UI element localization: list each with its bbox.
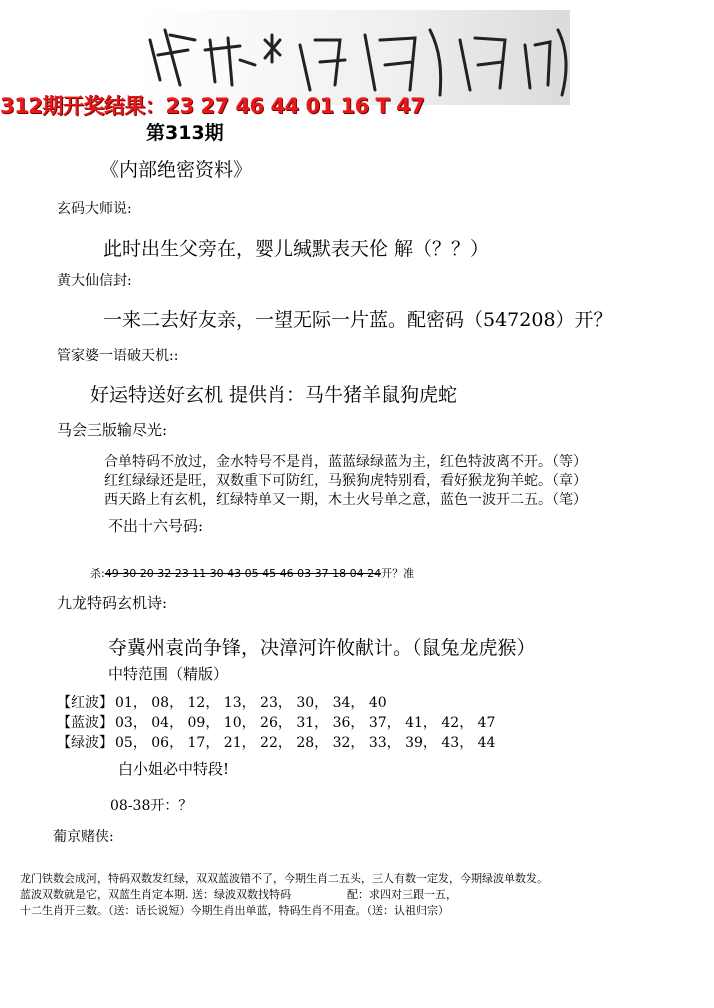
macau-line: 合单特码不放过，金水特号不是肖，蓝蓝绿绿蓝为主，红色特波离不开。（等） — [104, 454, 587, 470]
immortal-label: 黄大仙信封: — [57, 273, 132, 289]
previous-draw-result: 312期开奖结果：23 27 46 44 01 16 T 47 — [0, 94, 425, 118]
macau-label: 马会三版输尽光: — [57, 421, 168, 439]
housekeeper-text: 好运特送好玄机 提供肖：马牛猪羊鼠狗虎蛇 — [90, 384, 458, 406]
range-label: 中特范围（精版） — [108, 665, 229, 683]
immortal-text: 一来二去好友亲，一望无际一片蓝。配密码（547208）开？ — [103, 309, 613, 331]
white-lady-text: 白小姐必中特段! — [118, 760, 230, 778]
not-sixteen-label: 不出十六号码: — [108, 517, 204, 535]
macau-line: 红红绿绿还是旺，双数重下可防红，马猴狗虎特别看，看好猴龙狗羊蛇。（章） — [104, 473, 587, 489]
nine-dragon-text: 夺冀州袁尚争锋，决漳河许攸献计。（鼠兔龙虎猴） — [108, 637, 536, 659]
red-wave-row — [57, 692, 387, 712]
blue-wave-row — [57, 712, 495, 732]
range-open-text: 08-38开：？ — [110, 798, 193, 814]
footer-line-2a: 蓝波双数就是它，双蓝生肖定本期. 送：绿波双数找特码 — [20, 888, 291, 901]
macao-gambler-label: 葡京赌侠: — [53, 829, 114, 845]
issue-number: 第313期 — [146, 122, 224, 144]
wave-numbers: 03， 04， 09， 10， 26， 31， 36， 37， 41， 42， 47 — [115, 715, 496, 731]
footer-line-2b: 配：求四对三跟一五， — [347, 888, 457, 901]
kill-numbers: 49 30 20 32 23 11 30 43 05 45 46 03 37 18 04 24 — [104, 567, 382, 580]
wave-tag: 【绿波】 — [57, 735, 113, 751]
footer-line-2 — [20, 887, 457, 903]
nine-dragon-label: 九龙特码玄机诗: — [57, 594, 168, 612]
kill-suffix: 开？准 — [381, 567, 415, 580]
macau-line: 西天路上有玄机，红绿特单又一期，木土火号单之意，蓝色一波开二五。（笔） — [104, 492, 587, 508]
wave-numbers: 01， 08， 12， 13， 23， 30， 34， 40 — [115, 695, 387, 711]
footer-line-3: 十二生肖开三数。（送：话长说短）今期生肖出单蓝，特码生肖不用查。（送：认祖归宗） — [20, 904, 449, 917]
secret-title: 《内部绝密资料》 — [100, 159, 253, 181]
housekeeper-label: 管家婆一语破天机:: — [57, 348, 179, 364]
wave-tag: 【红波】 — [57, 695, 113, 711]
master-label: 玄码大师说: — [57, 201, 132, 217]
kill-prefix: 杀: — [90, 567, 105, 580]
green-wave-row — [57, 732, 495, 752]
master-text: 此时出生父旁在，婴儿缄默表天伦 解（？？） — [103, 238, 490, 260]
kill-numbers-row — [90, 562, 414, 581]
wave-tag: 【蓝波】 — [57, 715, 113, 731]
wave-numbers: 05， 06， 17， 21， 22， 28， 32， 33， 39， 43， 44 — [115, 735, 496, 751]
footer-line-1: 龙门铁数会成河，特码双数发红绿，双双蓝波错不了，今期生肖二五头，三人有数一定发，今期绿波单数发。 — [20, 872, 548, 885]
